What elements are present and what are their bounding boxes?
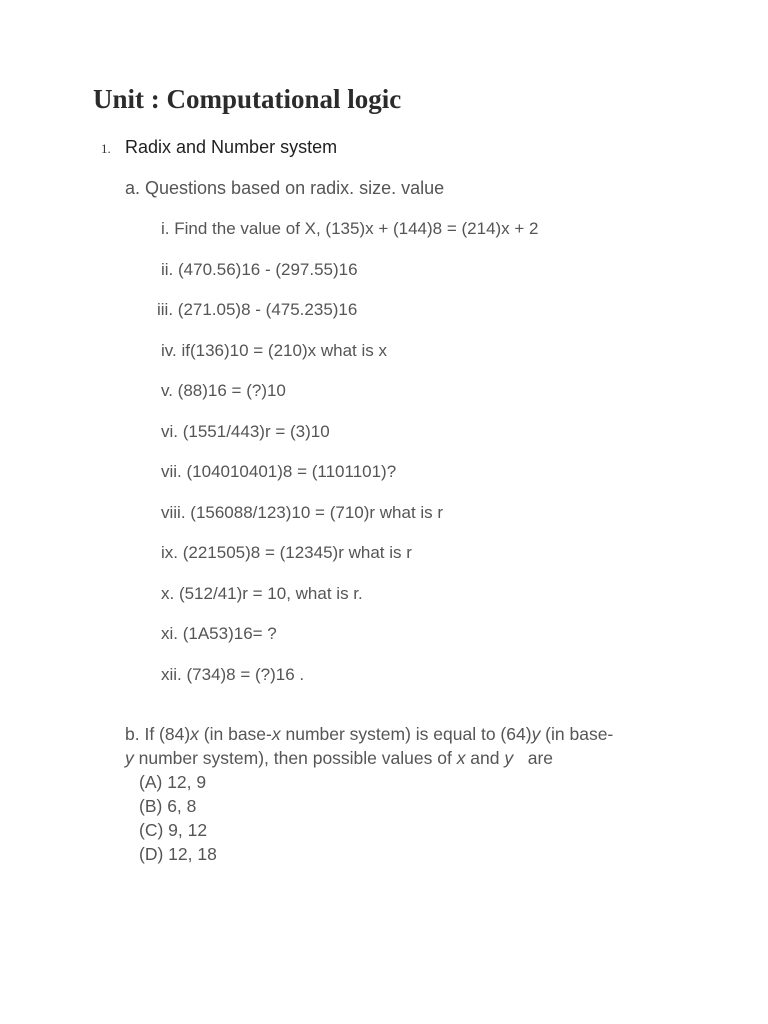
question-iv: iv. if(136)10 = (210)x what is x — [161, 341, 387, 360]
part-b-question — [125, 722, 685, 866]
question-xii: xii. (734)8 = (?)16 . — [161, 665, 305, 684]
option-b: (B) 6, 8 — [139, 796, 197, 816]
question-ix: ix. (221505)8 = (12345)r what is r — [161, 543, 412, 562]
section-label: Radix and Number system — [125, 137, 338, 157]
question-xi: xi. (1A53)16= ? — [161, 624, 277, 643]
question-x: x. (512/41)r = 10, what is r. — [161, 584, 363, 603]
section-number: 1. — [101, 141, 111, 156]
question-iii: iii. (271.05)8 - (475.235)16 — [157, 300, 358, 319]
question-vii: vii. (104010401)8 = (1101101)? — [161, 462, 397, 481]
question-i: i. Find the value of X, (135)x + (144)8 = (214)x + 2 — [161, 219, 539, 238]
question-vi: vi. (1551/443)r = (3)10 — [161, 422, 330, 441]
question-ii: ii. (470.56)16 - (297.55)16 — [161, 260, 358, 279]
part-b-line-2: y number system), then possible values of x and y are — [125, 748, 554, 768]
option-c: (C) 9, 12 — [139, 820, 208, 840]
part-b-line-1: b. If (84)x (in base-x number system) is equal to (64)y (in base- — [125, 724, 614, 744]
question-v: v. (88)16 = (?)10 — [161, 381, 286, 400]
part-a-heading: a. Questions based on radix. size. value — [125, 178, 445, 198]
option-d: (D) 12, 18 — [139, 844, 217, 864]
question-viii: viii. (156088/123)10 = (710)r what is r — [161, 503, 444, 522]
page-title: Unit : Computational logic — [93, 84, 402, 114]
option-a: (A) 12, 9 — [139, 772, 207, 792]
